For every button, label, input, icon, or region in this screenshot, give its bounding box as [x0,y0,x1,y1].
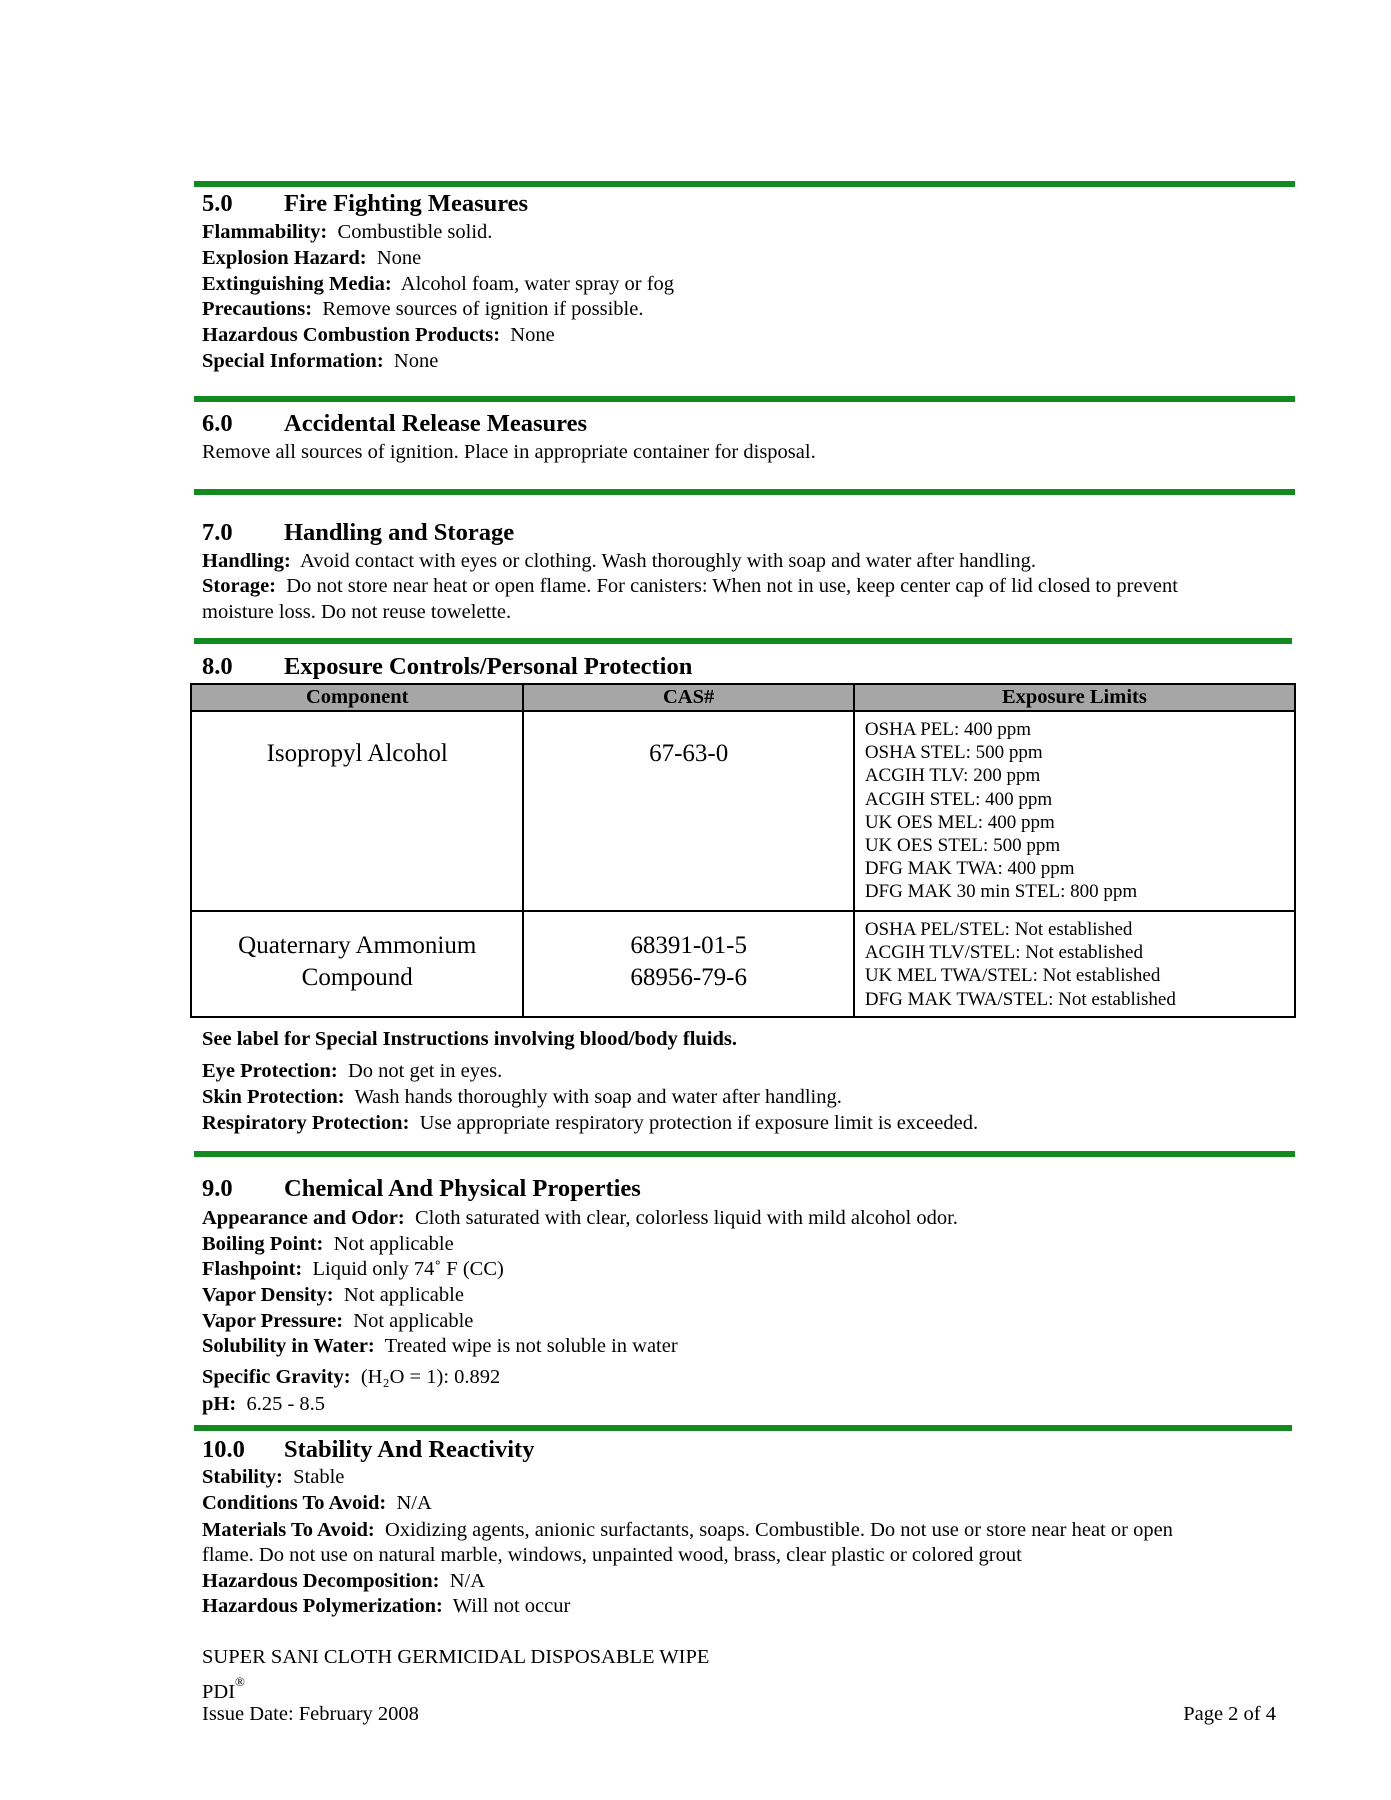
registered-mark: ® [235,1674,245,1689]
section-number: 9.0 [202,1175,233,1202]
section-divider [194,1151,1295,1157]
property-line [202,1309,473,1333]
limits-cell [854,711,1295,911]
special-instructions-note: See label for Special Instructions involving blood/body fluids. [202,1028,738,1050]
value: (H₂O = 1): 0.892 [360,1366,501,1388]
value: flame. Do not use on natural marble, windows, unpainted wood, brass, clear plastic or colored grout [202,1544,1022,1566]
exposure-limit: ACGIH STEL: 400 ppm [864,788,1053,810]
value: Stable [293,1466,345,1488]
col-header-component: Component [191,684,523,711]
section-number: 8.0 [202,653,233,680]
section-number: 7.0 [202,519,233,546]
property-line [202,272,674,296]
footer-product: SUPER SANI CLOTH GERMICIDAL DISPOSABLE WIPE [202,1646,710,1668]
property-line [202,1206,958,1230]
value: Use appropriate respiratory protection if exposure limit is exceeded. [419,1112,979,1134]
exposure-limit: UK OES MEL: 400 ppm [864,811,1055,833]
property-line [202,1392,325,1416]
component-name: Quaternary Ammonium [238,932,477,959]
exposure-limit: UK OES STEL: 500 ppm [864,835,1061,857]
section-title: Exposure Controls/Personal Protection [284,653,693,680]
cas-number: 67-63-0 [649,740,729,767]
label: Vapor Pressure: [202,1310,344,1332]
footer-page-number: Page 2 of 4 [1183,1703,1276,1725]
section-divider [194,181,1295,187]
cas-number: 68391-01-5 [630,932,747,959]
value: Not applicable [343,1284,464,1306]
col-header-cas: CAS# [523,684,853,711]
section-divider [194,489,1295,495]
value: Will not occur [452,1595,571,1617]
property-line [202,1085,842,1109]
property-line [202,349,438,373]
label: Appearance and Odor: [202,1207,405,1229]
section-6-heading [202,410,587,438]
exposure-limit: ACGIH TLV: 200 ppm [864,765,1041,787]
exposure-limit: ACGIH TLV/STEL: Not established [864,942,1143,964]
label: Explosion Hazard: [202,247,367,269]
value: None [393,350,439,372]
label: Precautions: [202,298,313,320]
property-line [202,220,492,244]
property-line [202,1365,500,1389]
storage-line-2: moisture loss. Do not reuse towelette. [202,601,512,623]
label: Hazardous Decomposition: [202,1570,440,1592]
label: pH: [202,1393,237,1415]
label: Respiratory Protection: [202,1112,410,1134]
value: Not applicable [353,1310,474,1332]
value: Alcohol foam, water spray or fog [400,273,675,295]
section-6-text: Remove all sources of ignition. Place in appropriate container for disposal. [202,441,816,463]
section-9-heading [202,1175,641,1203]
label: Special Information: [202,350,384,372]
property-line [202,1257,504,1281]
section-5-heading [202,190,528,218]
value: Cloth saturated with clear, colorless liquid with mild alcohol odor. [414,1207,958,1229]
table-row [191,911,1295,1017]
value: N/A [449,1570,486,1592]
section-7-heading [202,519,514,547]
col-header-limits: Exposure Limits [854,684,1295,711]
property-line [202,1059,502,1083]
property-line [202,1334,678,1358]
property-line [202,1283,464,1307]
footer-issue-date: Issue Date: February 2008 [202,1703,419,1725]
section-10-heading [202,1436,534,1464]
company-name: PDI [202,1680,236,1703]
exposure-limit: DFG MAK TWA/STEL: Not established [864,988,1176,1010]
label: Handling: [202,550,291,572]
limits-cell [854,911,1295,1017]
footer-company [202,1674,245,1704]
property-line [202,1569,485,1593]
value: Liquid only 74˚ F (CC) [312,1258,504,1280]
label: Boiling Point: [202,1233,324,1255]
label: Conditions To Avoid: [202,1492,387,1514]
label: Storage: [202,575,277,597]
section-title: Handling and Storage [284,519,515,546]
section-divider [194,1425,1292,1431]
value: N/A [396,1492,432,1514]
section-divider [194,396,1295,402]
value: Avoid contact with eyes or clothing. Wash thoroughly with soap and water after handling. [300,550,1036,572]
value: Remove sources of ignition if possible. [322,298,644,320]
property-line [202,323,555,347]
value: 6.25 - 8.5 [246,1393,326,1415]
label: Eye Protection: [202,1060,338,1082]
component-name: Isopropyl Alcohol [266,740,448,767]
cas-cell [523,711,853,911]
section-title: Accidental Release Measures [284,410,587,437]
value: None [376,247,422,269]
value: Combustible solid. [337,221,493,243]
section-divider [194,638,1292,644]
value: Not applicable [333,1233,454,1255]
property-line [202,1232,454,1256]
label: Hazardous Polymerization: [202,1595,443,1617]
property-line [202,1111,978,1135]
section-number: 5.0 [202,190,233,217]
exposure-limit: DFG MAK 30 min STEL: 800 ppm [864,881,1138,903]
label: Flammability: [202,221,328,243]
property-line [202,1518,1173,1542]
value: Treated wipe is not soluble in water [384,1335,678,1357]
section-number: 6.0 [202,410,233,437]
value: Oxidizing agents, anionic surfactants, soaps. Combustible. Do not use or store near heat or open [385,1519,1173,1541]
exposure-limit: UK MEL TWA/STEL: Not established [864,965,1161,987]
component-name: Compound [301,964,413,991]
value: Wash hands thoroughly with soap and water after handling. [354,1086,842,1108]
label: Vapor Density: [202,1284,334,1306]
property-line [202,1543,1022,1567]
value: Do not get in eyes. [347,1060,503,1082]
property-line [202,246,421,270]
label: Skin Protection: [202,1086,345,1108]
section-number: 10.0 [202,1436,245,1463]
label: Materials To Avoid: [202,1519,375,1541]
label: Specific Gravity: [202,1366,351,1388]
exposure-limit: OSHA STEL: 500 ppm [864,742,1043,764]
label: Solubility in Water: [202,1335,375,1357]
property-line [202,1465,344,1489]
section-8-heading [202,653,692,681]
section-title: Fire Fighting Measures [284,190,529,217]
label: Hazardous Combustion Products: [202,324,501,346]
exposure-table [190,683,1296,1018]
exposure-limit: OSHA PEL: 400 ppm [864,719,1032,740]
storage-line [202,574,1178,598]
cas-cell [523,911,853,1017]
cas-number: 68956-79-6 [630,964,747,991]
value: Do not store near heat or open flame. For canisters: When not in use, keep center cap of lid closed to prevent [286,575,1178,597]
handling-line [202,549,1036,573]
value: None [510,324,555,346]
label: Extinguishing Media: [202,273,392,295]
exposure-limit: OSHA PEL/STEL: Not established [864,919,1133,940]
property-line [202,297,643,321]
property-line [202,1491,432,1515]
component-cell [191,911,523,1017]
table-row [191,711,1295,911]
section-title: Stability And Reactivity [284,1436,535,1463]
property-line [202,1594,570,1618]
exposure-limit: DFG MAK TWA: 400 ppm [864,858,1075,880]
component-cell [191,711,523,911]
label: Flashpoint: [202,1258,303,1280]
section-title: Chemical And Physical Properties [284,1175,641,1202]
label: Stability: [202,1466,283,1488]
